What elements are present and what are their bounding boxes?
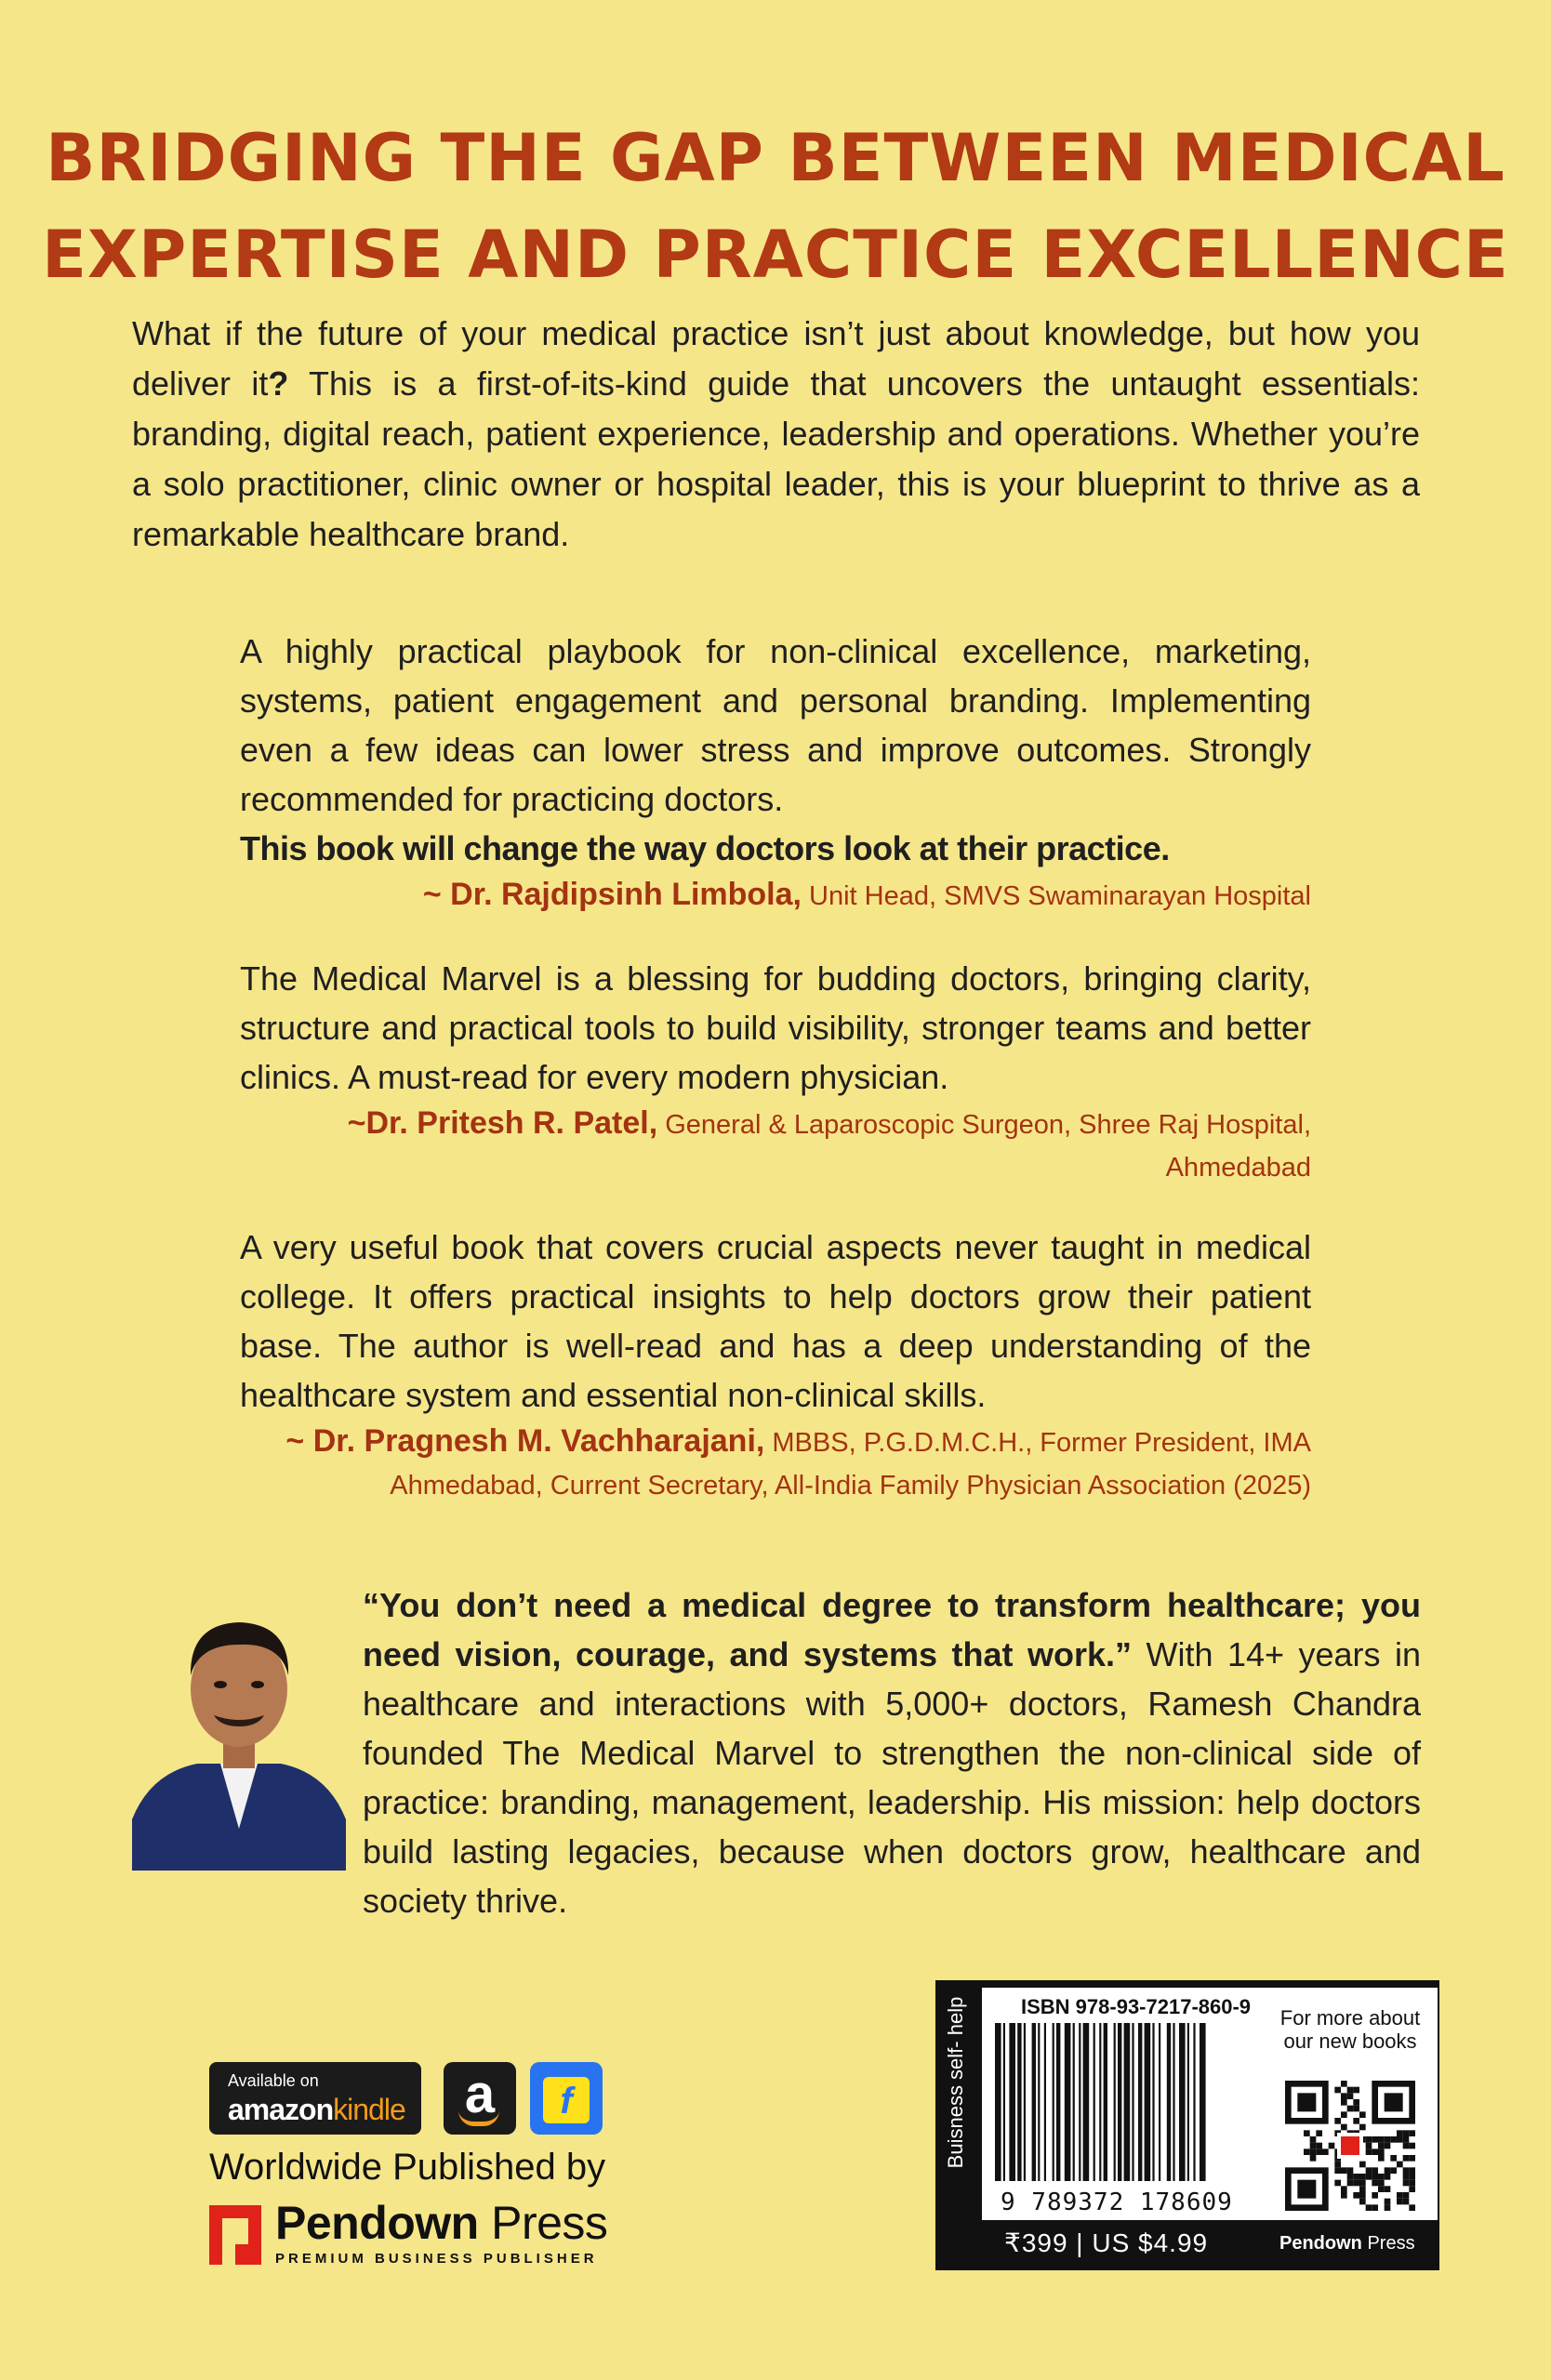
testimonial-3 xyxy=(240,1223,1311,1507)
barcode-icon xyxy=(991,2023,1261,2186)
qr-caption: For more about our new books xyxy=(1279,2006,1421,2053)
publisher-name-bold: Pendown xyxy=(275,2197,479,2249)
intro-text-2: This is a first-of-its-kind guide that uncovers the untaught essentials: branding, digital reach, patient experience, leadership and operations. Whether you’re a solo practitioner, clinic owner or hospital leader, this is your blueprint to thrive as a remarkable healthcare brand. xyxy=(132,364,1420,553)
author-quote: “You don’t need a medical degree to transform healthcare; you need vision, courage, and systems that work.” xyxy=(363,1586,1421,1673)
testimonial-text: A very useful book that covers crucial aspects never taught in medical college. It offers practical insights to help doctors grow their patient base. The author is well-read and has a deep understanding of the healthcare system and essential non-clinical skills. xyxy=(240,1228,1311,1414)
kindle-available-label: Available on xyxy=(228,2071,319,2090)
testimonial-role: General & Laparoscopic Surgeon, Shree Raj Hospital, Ahmedabad xyxy=(657,1110,1311,1183)
worldwide-published-label: Worldwide Published by xyxy=(209,2147,606,2188)
flipkart-bag xyxy=(543,2077,590,2123)
author-bio xyxy=(363,1580,1421,1925)
testimonial-author: ~ Dr. Rajdipsinh Limbola, xyxy=(422,877,802,912)
title-line-2: EXPERTISE AND PRACTICE EXCELLENCE xyxy=(42,217,1509,293)
qr-code-icon[interactable] xyxy=(1285,2081,1415,2211)
title-line-1: BRIDGING THE GAP BETWEEN MEDICAL xyxy=(46,120,1505,196)
testimonial-emphasis: This book will change the way doctors look at their practice. xyxy=(240,829,1170,867)
testimonial-role: Unit Head, SMVS Swaminarayan Hospital xyxy=(801,881,1311,911)
testimonial-attribution xyxy=(240,1420,1311,1507)
isbn-label: ISBN 978-93-7217-860-9 xyxy=(1021,1995,1252,2018)
barcode-publisher-light: Press xyxy=(1361,2233,1415,2254)
author-portrait-icon xyxy=(132,1587,346,1871)
barcode-digits: 9 789372 178609 xyxy=(1001,2188,1233,2216)
testimonial-2 xyxy=(240,954,1311,1189)
cover-title xyxy=(0,110,1551,303)
publisher-name xyxy=(275,2196,607,2250)
intro-text-1: What if the future of your medical practice isn’t just about knowledge, but how you deliver it xyxy=(132,314,1420,403)
kindle-wordmark: kindle xyxy=(333,2093,405,2126)
testimonial-author: ~ Dr. Pragnesh M. Vachharajani, xyxy=(285,1423,765,1459)
amazon-kindle-badge[interactable] xyxy=(209,2062,421,2135)
flipkart-icon[interactable] xyxy=(530,2062,603,2135)
amazon-wordmark: amazon xyxy=(228,2093,334,2126)
amazon-icon[interactable] xyxy=(444,2062,516,2135)
testimonial-text: The Medical Marvel is a blessing for budding doctors, bringing clarity, structure and practical tools to build visibility, stronger teams and better clinics. A must-read for every modern physician. xyxy=(240,959,1311,1096)
testimonial-attribution xyxy=(240,1102,1311,1189)
barcode-publisher-bold: Pendown xyxy=(1279,2233,1362,2254)
price-label: ₹399 | US $4.99 xyxy=(1004,2228,1209,2257)
testimonial-1 xyxy=(240,627,1311,918)
intro-question-mark: ? xyxy=(268,364,289,403)
author-photo xyxy=(132,1587,346,1871)
intro-paragraph xyxy=(132,309,1420,560)
pendown-press-logo-icon xyxy=(209,2205,261,2265)
publisher-tagline: PREMIUM BUSINESS PUBLISHER xyxy=(275,2251,598,2267)
barcode-publisher xyxy=(1279,2233,1415,2254)
author-bio-text: With 14+ years in healthcare and interactions with 5,000+ doctors, Ramesh Chandra founded The Medical Marvel to strengthen the non-clinical side of practice: branding, management, leadership. His mission: help doctors build lasting legacies, because when doctors grow, healthcare and society thrive. xyxy=(363,1635,1422,1920)
testimonial-attribution xyxy=(240,873,1311,918)
testimonial-text: A highly practical playbook for non-clinical excellence, marketing, systems, patient engagement and personal branding. Implementing even a few ideas can lower stress and improve outcomes. Strongly recommended for practicing doctors. xyxy=(240,632,1311,818)
testimonial-author: ~Dr. Pritesh R. Patel, xyxy=(347,1105,658,1141)
testimonial-role: MBBS, P.G.D.M.C.H., Former President, IMA Ahmedabad, Current Secretary, All-India Family Physician Association (2025) xyxy=(390,1428,1311,1501)
genre-label: Buisness self- help xyxy=(944,1996,967,2169)
kindle-brand xyxy=(228,2093,405,2127)
publisher-name-light: Press xyxy=(478,2197,608,2249)
flipkart-letter: f xyxy=(560,2081,573,2122)
amazon-letter: a xyxy=(464,2064,496,2124)
